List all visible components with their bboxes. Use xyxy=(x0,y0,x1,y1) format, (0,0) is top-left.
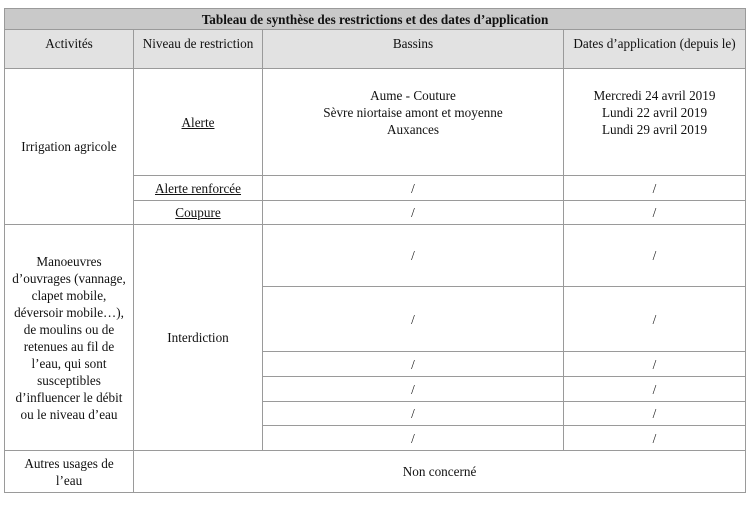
table-title: Tableau de synthèse des restrictions et des dates d’application xyxy=(5,9,746,30)
date-cell: / xyxy=(564,176,746,201)
bassin-cell: / xyxy=(263,402,564,426)
bassin-cell: / xyxy=(263,287,564,352)
table-row xyxy=(5,225,746,287)
dates-alerte xyxy=(564,69,746,176)
level-alerte[interactable]: Alerte xyxy=(134,69,263,176)
header-bassins: Bassins xyxy=(263,30,564,69)
level-alerte-renforcee[interactable]: Alerte renforcée xyxy=(134,176,263,201)
bassin-cell: / xyxy=(263,176,564,201)
table-row xyxy=(5,69,746,176)
date-cell: / xyxy=(564,377,746,402)
bassin-item: Sèvre niortaise amont et moyenne xyxy=(323,105,503,120)
level-coupure[interactable]: Coupure xyxy=(134,201,263,225)
date-cell: / xyxy=(564,352,746,377)
bassin-cell: / xyxy=(263,352,564,377)
table-row xyxy=(5,451,746,493)
date-cell: / xyxy=(564,201,746,225)
header-dates: Dates d’application (depuis le) xyxy=(564,30,746,69)
bassin-cell: / xyxy=(263,426,564,451)
activity-manoeuvres: Manoeuvres d’ouvrages (vannage, clapet mobile, déversoir mobile…), de moulins ou de retenues au fil de l’eau, qui sont susceptibles d’influencer le débit ou le niveau d’eau xyxy=(5,225,134,451)
bassin-cell: / xyxy=(263,377,564,402)
bassin-cell: / xyxy=(263,201,564,225)
header-niveau: Niveau de restriction xyxy=(134,30,263,69)
header-activites: Activités xyxy=(5,30,134,69)
non-concerne: Non concerné xyxy=(134,451,746,493)
activity-autres: Autres usages de l’eau xyxy=(5,451,134,493)
table-title-row xyxy=(5,9,746,30)
bassins-alerte xyxy=(263,69,564,176)
date-cell: / xyxy=(564,225,746,287)
restrictions-table xyxy=(4,8,746,493)
date-cell: / xyxy=(564,426,746,451)
date-item: Lundi 29 avril 2019 xyxy=(601,122,708,137)
date-cell: / xyxy=(564,402,746,426)
bassin-item: Auxances xyxy=(387,122,439,137)
date-item: Mercredi 24 avril 2019 xyxy=(593,88,716,103)
date-cell: / xyxy=(564,287,746,352)
bassin-item: Aume - Couture xyxy=(370,88,456,103)
level-interdiction: Interdiction xyxy=(134,225,263,451)
activity-irrigation: Irrigation agricole xyxy=(5,69,134,225)
header-row xyxy=(5,30,746,69)
bassin-cell: / xyxy=(263,225,564,287)
date-item: Lundi 22 avril 2019 xyxy=(601,105,708,120)
